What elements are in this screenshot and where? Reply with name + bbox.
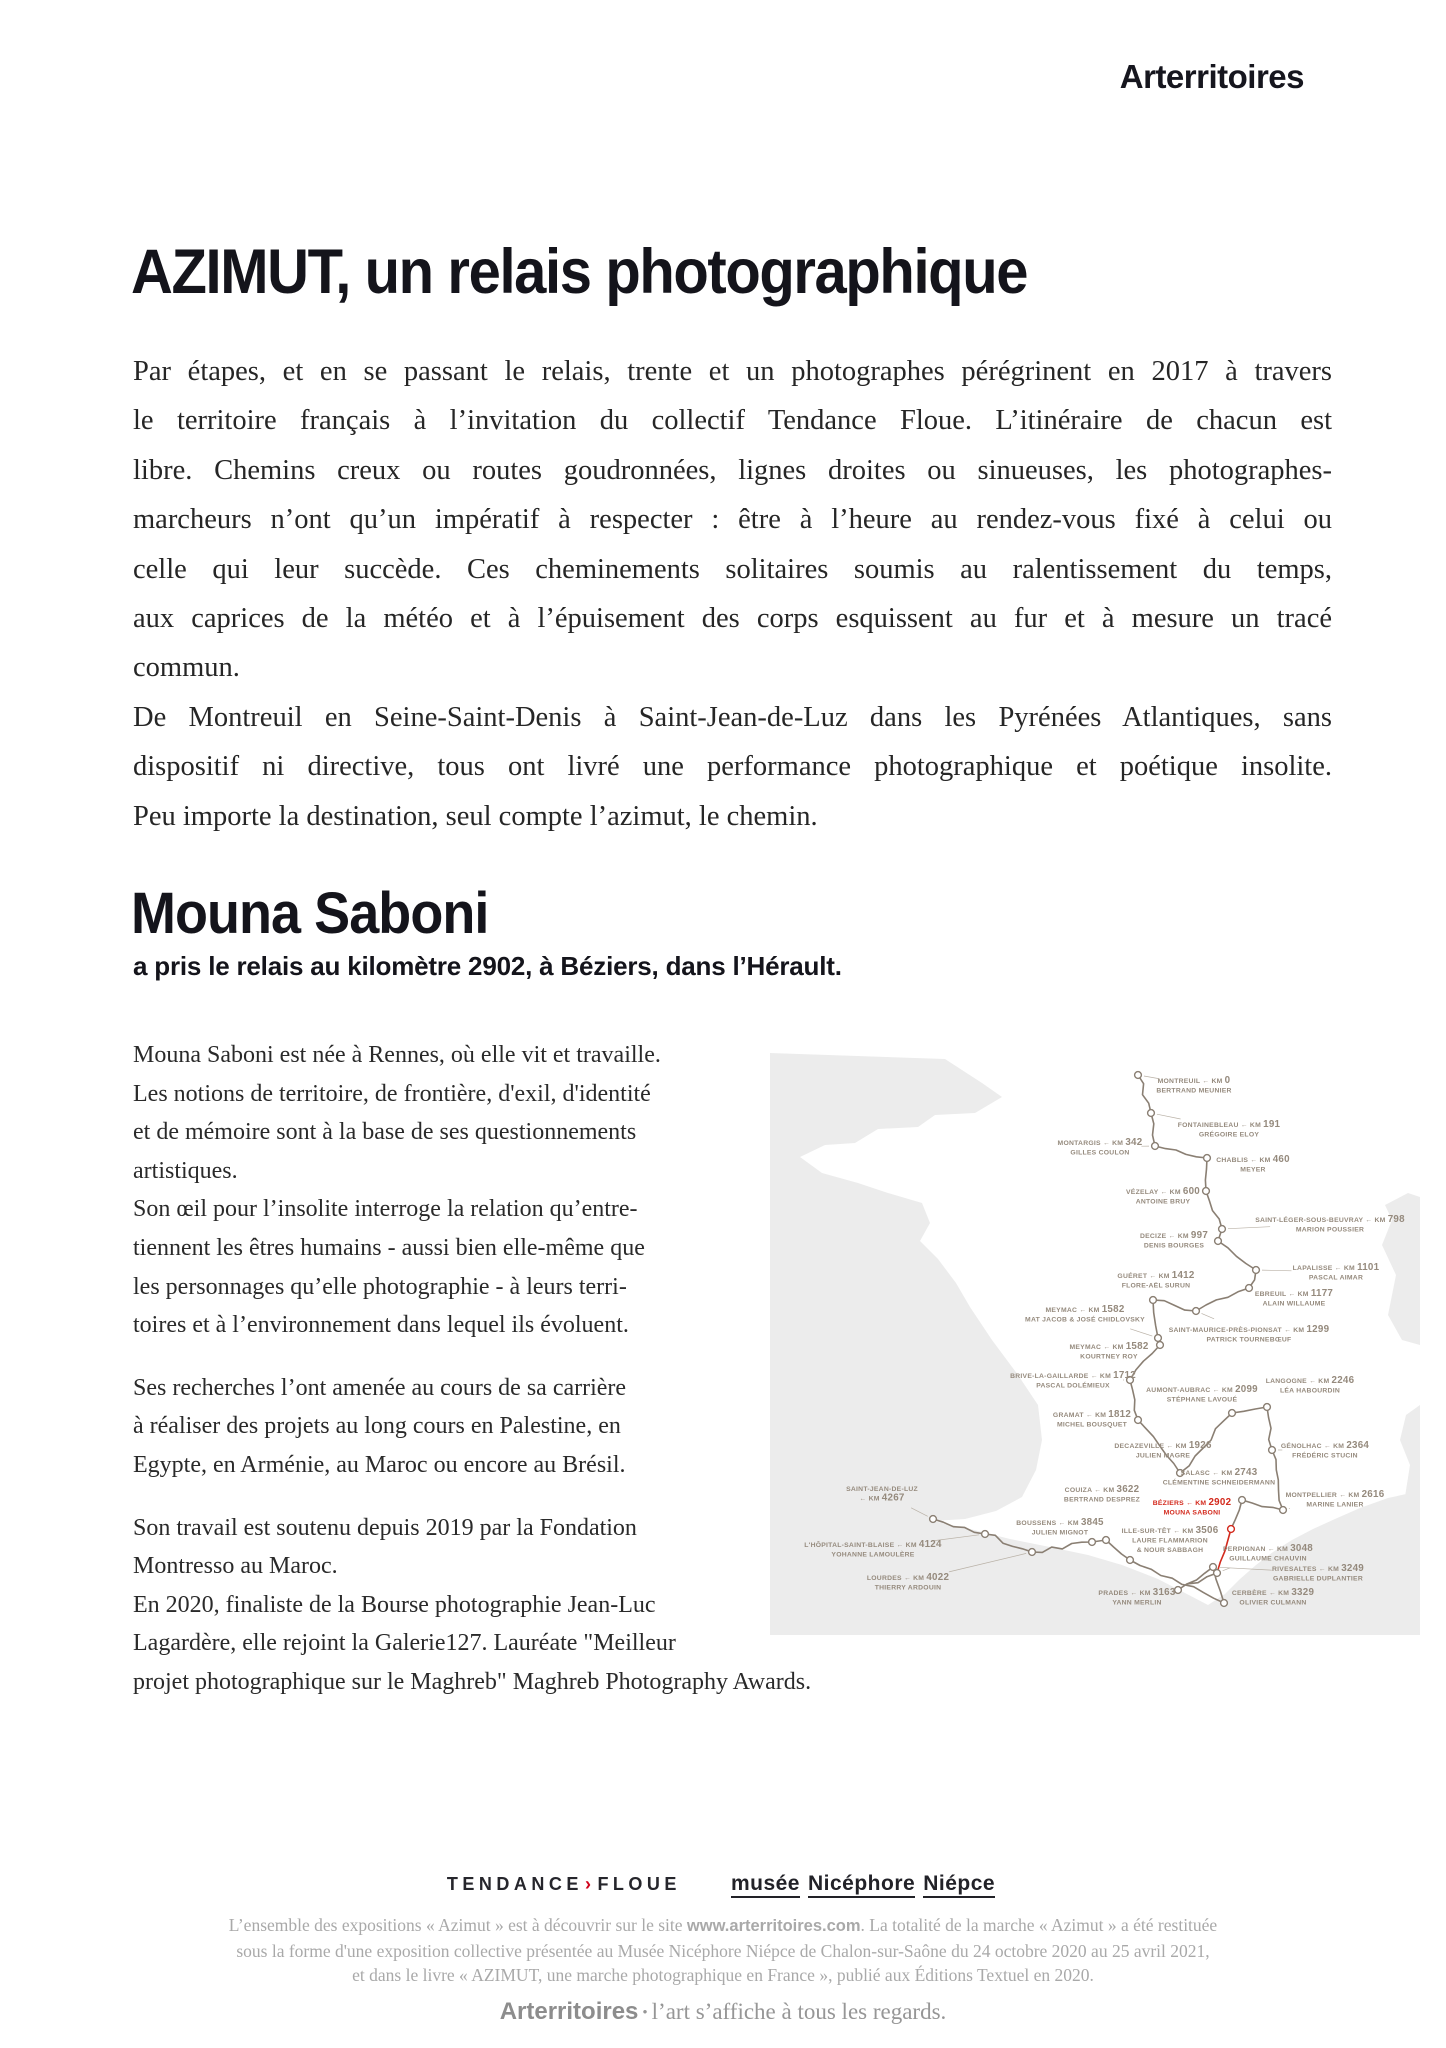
relay-label: PRADES ← KM 3163 YANN MERLIN xyxy=(1098,1587,1176,1607)
musee-word-2: Nicéphore xyxy=(808,1872,915,1898)
relay-label: LAPALISSE ← KM 1101 PASCAL AIMAR xyxy=(1292,1262,1380,1282)
relay-label: SAINT-JEAN-DE-LUZ ← KM 4267 xyxy=(846,1486,918,1504)
footer-line-1 xyxy=(0,1913,1446,1939)
relay-node xyxy=(930,1516,937,1523)
footer-website-url[interactable]: www.arterritoires.com xyxy=(686,1917,861,1935)
intro-paragraph-1 xyxy=(133,347,1332,693)
text-line: De Montreuil en Seine-Saint-Denis à Saint-Jean-de-Luz dans les Pyrénées Atlantiques, sans xyxy=(133,701,1332,733)
relay-label: SALASC ← KM 2743 CLÉMENTINE SCHNEIDERMANN xyxy=(1162,1467,1276,1487)
relay-label: DECAZEVILLE ← KM 1926 JULIEN MAGRE xyxy=(1114,1440,1212,1460)
footer-line-3: et dans le livre « AZIMUT, une marche photographique en France », publié aux Éditions Textuel en 2020. xyxy=(352,1965,1094,1986)
artist-subtitle: a pris le relais au kilomètre 2902, à Béziers, dans l’Hérault. xyxy=(133,951,842,981)
relay-label: EBREUIL ← KM 1177 ALAIN WILLAUME xyxy=(1254,1288,1334,1308)
label-leader-line xyxy=(1223,1568,1231,1571)
relay-node xyxy=(1150,1297,1157,1304)
relay-label: SAINT-LÉGER-SOUS-BEUVRAY ← KM 798 MARION POUSSIER xyxy=(1255,1214,1405,1234)
relay-node xyxy=(1269,1447,1276,1454)
relay-label: MEYMAC ← KM 1582 MAT JACOB & JOSÉ CHIDLOVSKY xyxy=(1025,1304,1145,1324)
text-line: Peu importe la destination, seul compte l’azimut, le chemin. xyxy=(133,800,818,832)
relay-label: VÉZELAY ← KM 600 ANTOINE BRUY xyxy=(1126,1186,1200,1206)
tendance-floue-part1: TENDANCE xyxy=(446,1874,583,1894)
relay-label: LANGOGNE ← KM 2246 LÉA HABOURDIN xyxy=(1265,1375,1355,1395)
label-leader-line xyxy=(1202,1313,1215,1318)
relay-label: CHABLIS ← KM 460 MEYER xyxy=(1216,1154,1290,1174)
relay-node xyxy=(1175,1587,1182,1594)
tagline-brand: Arterritoires xyxy=(499,1998,639,2025)
text-line: toires et à l’environnement dans lequel ils évoluent. xyxy=(133,1312,629,1339)
relay-label: ILLE-SUR-TÊT ← KM 3506 LAURE FLAMMARION & NOUR SABBAGH xyxy=(1121,1525,1219,1554)
intro-text xyxy=(133,347,1332,841)
relay-label: DECIZE ← KM 997 DENIS BOURGES xyxy=(1139,1230,1209,1250)
relay-node xyxy=(1215,1238,1222,1245)
text-line: artistiques. xyxy=(133,1157,238,1184)
label-leader-line xyxy=(1262,1270,1292,1271)
brand-logo: Arterritoires xyxy=(1119,58,1304,95)
relay-label: FONTAINEBLEAU ← KM 191 GRÉGOIRE ELOY xyxy=(1177,1119,1281,1139)
relay-node xyxy=(1203,1188,1210,1195)
text-line: marcheurs n’ont qu’un impératif à respecter : être à l’heure au rendez-vous fixé à celui ou xyxy=(133,504,1332,536)
relay-label-highlight: BÉZIERS ← KM 2902 MOUNA SABONI xyxy=(1152,1497,1232,1517)
text-line: Son travail est soutenu depuis 2019 par la Fondation xyxy=(133,1514,637,1541)
footer-line1-pre: L’ensemble des expositions « Azimut » est à découvrir sur le site xyxy=(228,1915,687,1935)
relay-node xyxy=(1221,1600,1228,1607)
tendance-floue-part2: FLOUE xyxy=(597,1874,681,1894)
relay-node xyxy=(1229,1410,1236,1417)
text-line: les personnages qu’elle photographie - à leurs terri- xyxy=(133,1273,627,1300)
relay-node xyxy=(1253,1267,1260,1274)
label-leader-line xyxy=(1130,1329,1152,1336)
text-line: Egypte, en Arménie, au Maroc ou encore au Brésil. xyxy=(133,1451,626,1478)
text-line: En 2020, finaliste de la Bourse photographie Jean-Luc xyxy=(133,1591,656,1618)
text-line: aux caprices de la météo et à l’épuisement des corps esquissent au fur et à mesure un tracé xyxy=(133,603,1332,635)
france-relay-map-svg xyxy=(770,1045,1420,1655)
relay-node xyxy=(982,1531,989,1538)
relay-node xyxy=(1152,1143,1159,1150)
relay-label: MONTPELLIER ← KM 2616 MARINE LANIER xyxy=(1285,1489,1385,1509)
relay-label: L'HÔPITAL-SAINT-BLAISE ← KM 4124 YOHANNE LAMOULÈRE xyxy=(804,1539,942,1559)
tagline-bullet-icon: • xyxy=(642,2005,648,2021)
label-leader-line xyxy=(1157,1114,1181,1119)
text-line: projet photographique sur le Maghreb" Maghreb Photography Awards. xyxy=(133,1668,812,1695)
relay-label: RIVESALTES ← KM 3249 GABRIELLE DUPLANTIER xyxy=(1271,1563,1365,1583)
tagline-text: l’art s’affiche à tous les regards. xyxy=(651,1999,947,2024)
relay-node xyxy=(1135,1072,1142,1079)
text-line: à réaliser des projets au long cours en Palestine, en xyxy=(133,1413,621,1440)
musee-word-3: Niépce xyxy=(923,1872,995,1898)
relay-node xyxy=(1264,1404,1271,1411)
text-line: celle qui leur succède. Ces cheminements solitaires soumis au ralentissement du temps, xyxy=(133,553,1332,585)
text-line: Montresso au Maroc. xyxy=(133,1553,338,1580)
label-leader-line xyxy=(1228,1227,1270,1229)
text-line: Les notions de territoire, de frontière, d'exil, d'identité xyxy=(133,1080,651,1107)
relay-label: PERPIGNAN ← KM 3048 GUILLAUME CHAUVIN xyxy=(1223,1543,1313,1563)
relay-map xyxy=(770,1045,1420,1655)
footer-note xyxy=(0,1913,1446,1988)
relay-label: AUMONT-AUBRAC ← KM 2099 STÉPHANE LAVOUÉ xyxy=(1146,1384,1258,1404)
footer-line1-post: . La totalité de la marche « Azimut » a été restituée xyxy=(860,1915,1218,1935)
relay-label: MEYMAC ← KM 1582 KOURTNEY ROY xyxy=(1069,1341,1149,1361)
tendance-floue-logo[interactable] xyxy=(447,1874,681,1895)
musee-niepce-logo[interactable] xyxy=(727,1872,999,1896)
text-line: Ses recherches l’ont amenée au cours de sa carrière xyxy=(133,1374,627,1401)
relay-node xyxy=(1029,1549,1036,1556)
relay-node xyxy=(1193,1308,1200,1315)
relay-label: COUIZA ← KM 3622 BERTRAND DESPREZ xyxy=(1063,1484,1141,1504)
relay-node xyxy=(1135,1417,1142,1424)
relay-node xyxy=(1089,1539,1096,1546)
tagline xyxy=(0,1998,1446,2026)
relay-node xyxy=(1148,1110,1155,1117)
relay-label: GRAMAT ← KM 1812 MICHEL BOUSQUET xyxy=(1052,1409,1132,1429)
text-line: Mouna Saboni est née à Rennes, où elle vit et travaille. xyxy=(133,1042,661,1068)
relay-label: MONTARGIS ← KM 342 GILLES COULON xyxy=(1057,1137,1143,1157)
text-line: commun. xyxy=(133,652,240,684)
relay-label: CERBÈRE ← KM 3329 OLIVIER CULMANN xyxy=(1231,1587,1315,1607)
relay-label: GUÉRET ← KM 1412 FLORE-AËL SURUN xyxy=(1117,1270,1195,1290)
text-line: Lagardère, elle rejoint la Galerie127. Lauréate "Meilleur xyxy=(133,1630,676,1657)
text-line: et de mémoire sont à la base de ses questionnements xyxy=(133,1119,637,1146)
footer-line-2: sous la forme d'une exposition collective présentée au Musée Nicéphore Niépce de Chalon-sur-Saône du 24 octobre 2020 au 25 avril 2021, xyxy=(236,1940,1210,1961)
relay-node xyxy=(1239,1497,1246,1504)
label-leader-line xyxy=(1144,1076,1159,1079)
partner-logos xyxy=(0,1872,1446,1896)
relay-label: LOURDES ← KM 4022 THIERRY ARDOUIN xyxy=(866,1572,950,1592)
text-line: dispositif ni directive, tous ont livré une performance photographique et poétique insolite. xyxy=(133,751,1332,783)
relay-node xyxy=(1155,1335,1162,1342)
tendance-floue-chevron-icon: › xyxy=(584,1874,596,1894)
relay-node-highlight xyxy=(1228,1526,1235,1533)
relay-label: MONTREUIL ← KM 0 BERTRAND MEUNIER xyxy=(1156,1075,1232,1095)
relay-label: BRIVE-LA-GAILLARDE ← KM 1712 PASCAL DOLÉMIEUX xyxy=(1010,1370,1136,1390)
text-line: Par étapes, et en se passant le relais, trente et un photographes pérégrinent en 2017 à travers xyxy=(133,356,1332,387)
relay-node xyxy=(1103,1537,1110,1544)
relay-node xyxy=(1157,1342,1164,1349)
relay-label: GÉNOLHAC ← KM 2364 FRÉDÉRIC STUCIN xyxy=(1280,1440,1370,1460)
text-line: le territoire français à l’invitation du collectif Tendance Floue. L’itinéraire de chacun est xyxy=(133,405,1332,437)
musee-word-1: musée xyxy=(731,1872,800,1898)
intro-paragraph-2 xyxy=(133,693,1332,841)
artist-bio xyxy=(133,1036,811,1702)
text-line: tiennent les êtres humains - aussi bien elle-même que xyxy=(133,1234,645,1261)
relay-label: SAINT-MAURICE-PRÈS-PIONSAT ← KM 1299 PATRICK TOURNEBŒUF xyxy=(1168,1324,1330,1344)
artist-name: Mouna Saboni xyxy=(131,881,489,946)
relay-node xyxy=(1210,1564,1217,1571)
text-line: Son œil pour l’insolite interroge la relation qu’entre- xyxy=(133,1196,638,1223)
relay-node xyxy=(1280,1507,1287,1514)
relay-label: BOUSSENS ← KM 3845 JULIEN MIGNOT xyxy=(1016,1517,1104,1537)
relay-node xyxy=(1204,1155,1211,1162)
page-title: AZIMUT, un relais photographique xyxy=(131,237,1028,307)
relay-node xyxy=(1219,1226,1226,1233)
text-line: libre. Chemins creux ou routes goudronnées, lignes droites ou sinueuses, les photographes- xyxy=(133,454,1332,486)
relay-node xyxy=(1127,1557,1134,1564)
relay-node xyxy=(1246,1285,1253,1292)
